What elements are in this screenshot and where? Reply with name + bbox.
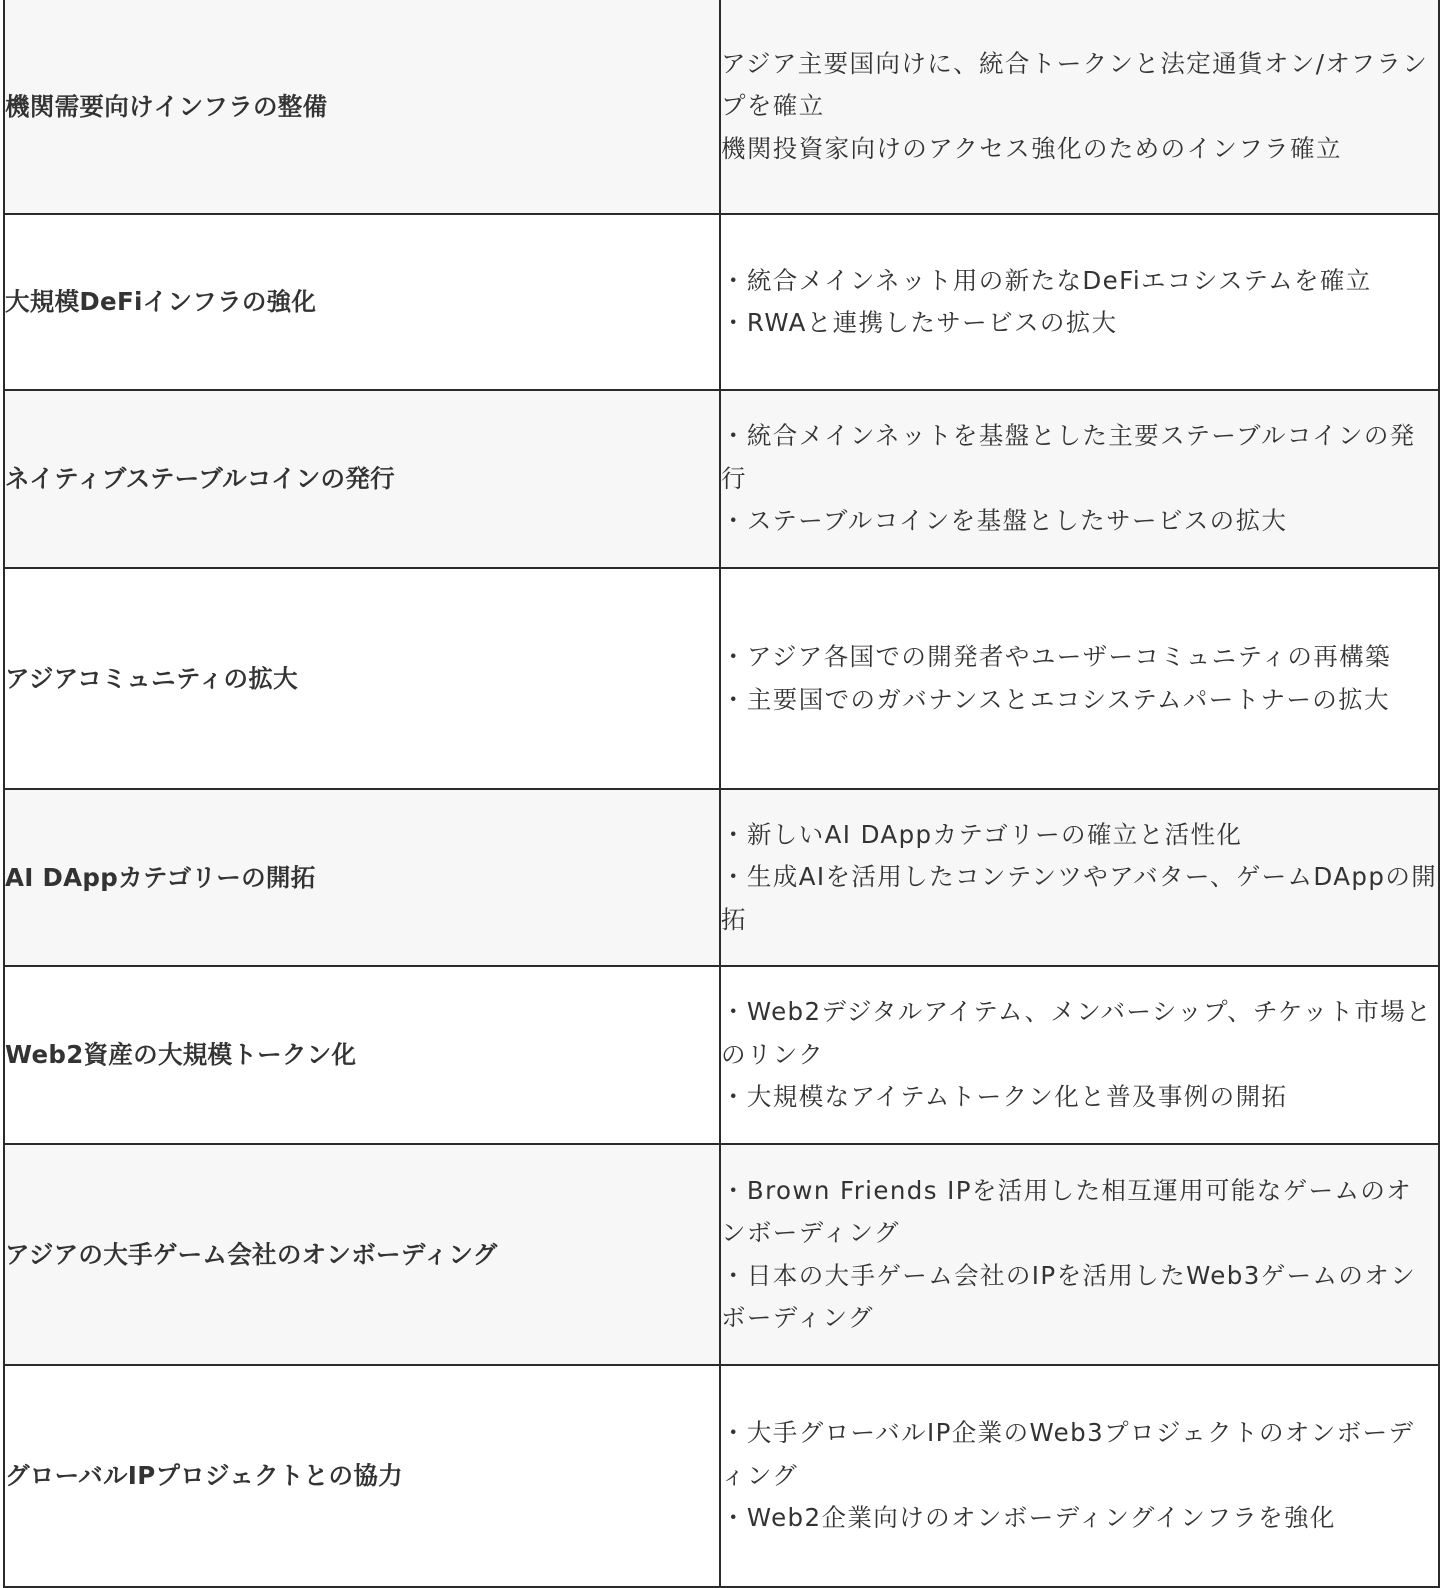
item-description [720,1144,1439,1365]
item-title: 大規模DeFiインフラの強化 [4,214,720,390]
roadmap-table [3,0,1440,1588]
table-row [4,1144,1439,1365]
description-line: ・主要国でのガバナンスとエコシステムパートナーの拡大 [721,684,1390,714]
item-description [720,214,1439,390]
item-title: Web2資産の大規模トークン化 [4,966,720,1144]
item-description [720,0,1439,214]
item-description [720,390,1439,568]
item-description [720,789,1439,966]
table-row [4,0,1439,214]
item-description [720,966,1439,1144]
item-title: 機関需要向けインフラの整備 [4,0,720,214]
description-line: ・生成AIを活用したコンテンツやアバター、ゲームDAppの開拓 [721,862,1438,934]
table-row [4,789,1439,966]
description-line: ・Brown Friends IPを活用した相互運用可能なゲームのオンボーディング [721,1175,1413,1247]
item-description [720,568,1439,789]
item-description [720,1365,1439,1587]
description-line: ・アジア各国での開発者やユーザーコミュニティの再構築 [721,642,1391,671]
item-title: グローバルIPプロジェクトとの協力 [4,1365,720,1587]
description-line: ・統合メインネットを基盤とした主要ステーブルコインの発行 [721,421,1416,493]
table-row [4,1365,1439,1587]
item-title: アジアの大手ゲーム会社のオンボーディング [4,1144,720,1365]
table-row [4,966,1439,1144]
description-line: 機関投資家向けのアクセス強化のためのインフラ確立 [721,133,1342,163]
table-row [4,214,1439,390]
description-line: アジア主要国向けに、統合トークンと法定通貨オン/オフランプを確立 [721,48,1429,121]
description-line: ・統合メインネット用の新たなDeFiエコシステムを確立 [721,265,1372,295]
table-row [4,568,1439,789]
description-line: ・大手グローバルIP企業のWeb3プロジェクトのオンボーディング [721,1418,1415,1490]
description-line: ・RWAと連携したサービスの拡大 [721,308,1118,337]
table-row [4,390,1439,568]
item-title: ネイティブステーブルコインの発行 [4,390,720,568]
description-line: ・Web2デジタルアイテム、メンバーシップ、チケット市場とのリンク [721,997,1433,1069]
description-line: ・大規模なアイテムトークン化と普及事例の開拓 [721,1082,1288,1112]
description-line: ・新しいAI DAppカテゴリーの確立と活性化 [721,819,1243,849]
description-line: ・日本の大手ゲーム会社のIPを活用したWeb3ゲームのオンボーディング [721,1260,1417,1332]
item-title: アジアコミュニティの拡大 [4,568,720,789]
description-line: ・Web2企業向けのオンボーディングインフラを強化 [721,1503,1336,1533]
description-line: ・ステーブルコインを基盤としたサービスの拡大 [721,506,1288,536]
item-title: AI DAppカテゴリーの開拓 [4,789,720,966]
